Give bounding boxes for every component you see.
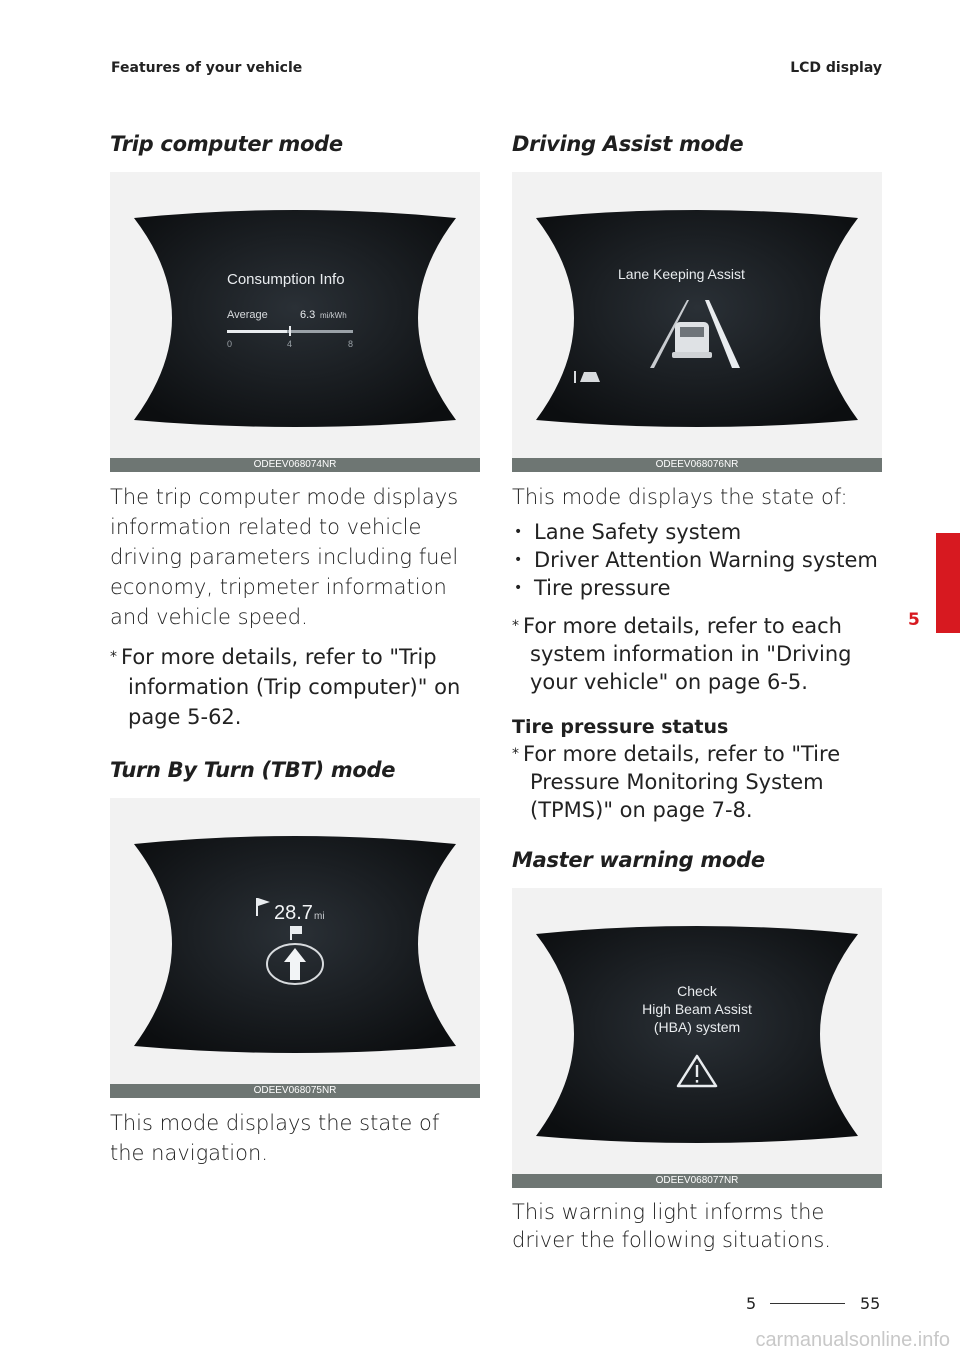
cluster-screen-lane-keeping: [512, 172, 882, 472]
tire-pressure-heading: Tire pressure status: [512, 716, 729, 738]
figure-caption: ODEEV068077NR: [512, 1174, 882, 1188]
header-section-title: Features of your vehicle: [111, 60, 303, 76]
distance-unit: mi: [314, 911, 325, 922]
note-text: For more details, refer to "Trip information (Trip computer)" on page 5-62.: [121, 645, 461, 729]
scale-max: 8: [348, 339, 354, 349]
vehicle-icon: [672, 322, 712, 358]
trip-computer-description: The trip computer mode displays information related to vehicle driving parameters including fuel economy, tripmeter information and vehicle speed.: [110, 485, 459, 629]
average-value: 6.3: [300, 309, 316, 321]
cluster-screen-tbt: [110, 798, 480, 1098]
right-column: [512, 132, 882, 1254]
master-warning-figure: [512, 888, 882, 1188]
driving-assist-list: [512, 518, 882, 602]
note-text: For more details, refer to "Tire Pressure Monitoring System (TPMS)" on page 7-8.: [523, 742, 841, 822]
chapter-tab: [936, 533, 960, 633]
tire-pressure-note: [512, 740, 882, 824]
footer-page-number: 55: [860, 1294, 881, 1313]
tbt-description: This mode displays the state of the navigation.: [110, 1111, 440, 1165]
trip-computer-note: [110, 642, 480, 732]
trip-computer-figure: [110, 172, 480, 472]
trip-computer-heading: Trip computer mode: [110, 132, 343, 156]
screen-title: Consumption Info: [227, 271, 345, 288]
header-topic-title: LCD display: [790, 60, 882, 76]
figure-caption: ODEEV068074NR: [110, 458, 480, 472]
master-warning-heading: Master warning mode: [512, 848, 765, 872]
warning-line-3: (HBA) system: [653, 1019, 741, 1035]
average-unit: mi/kWh: [320, 311, 347, 320]
left-column: [110, 132, 480, 1168]
figure-caption: ODEEV068075NR: [110, 1084, 480, 1098]
master-warning-description: This warning light informs the driver the following situations.: [512, 1200, 831, 1252]
driving-assist-intro: This mode displays the state of:: [512, 485, 848, 509]
tbt-heading: Turn By Turn (TBT) mode: [110, 758, 396, 782]
footer-divider: [770, 1303, 845, 1304]
list-item: • Tire pressure: [514, 576, 671, 600]
screen-title: Lane Keeping Assist: [618, 266, 745, 282]
chapter-tab-number: 5: [908, 610, 920, 630]
scale-mid: 4: [287, 339, 293, 349]
cluster-screen-consumption: [110, 172, 480, 472]
scale-min: 0: [227, 339, 233, 349]
driving-assist-note: [512, 612, 882, 696]
tbt-figure: [110, 798, 480, 1098]
list-item: • Lane Safety system: [514, 520, 742, 544]
warning-line-2: High Beam Assist: [642, 1001, 752, 1017]
warning-line-1: Check: [677, 983, 717, 999]
driving-assist-figure: [512, 172, 882, 472]
watermark: carmanualsonline.info: [755, 1329, 950, 1351]
figure-caption: ODEEV068076NR: [512, 458, 882, 472]
asterisk-icon: *: [512, 746, 519, 762]
average-label: Average: [227, 309, 268, 321]
distance-value: 28.7: [274, 902, 313, 924]
asterisk-icon: *: [110, 649, 117, 665]
note-text: For more details, refer to each system information in "Driving your vehicle" on page 6-5.: [523, 614, 852, 694]
driving-assist-heading: Driving Assist mode: [512, 132, 744, 156]
asterisk-icon: *: [512, 618, 519, 634]
cluster-screen-master-warning: [512, 888, 882, 1188]
list-item: • Driver Attention Warning system: [514, 548, 878, 572]
footer-chapter-number: 5: [746, 1294, 757, 1313]
